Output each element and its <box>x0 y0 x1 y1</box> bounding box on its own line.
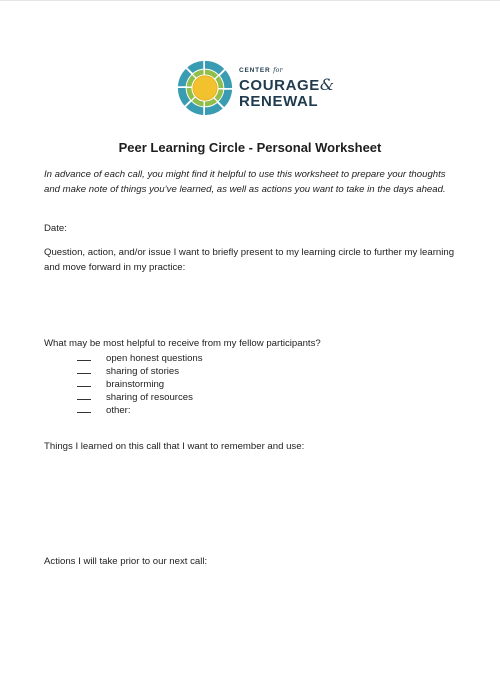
question-prompt: Question, action, and/or issue I want to briefly present to my learning circle to further my learning and move forward in my practice: <box>44 247 455 273</box>
option-blank-line[interactable] <box>77 351 91 361</box>
learned-prompt: Things I learned on this call that I want to remember and use: <box>44 441 305 452</box>
logo-line-courage <box>239 74 335 94</box>
helpful-prompt: What may be most helpful to receive from my fellow participants? <box>44 338 321 349</box>
center-for-courage-renewal-logo <box>176 59 335 117</box>
page-title: Peer Learning Circle - Personal Worksheet <box>118 140 382 155</box>
option-label: other: <box>106 405 131 416</box>
logo-for-word: for <box>273 66 283 75</box>
logo-renewal-word: RENEWAL <box>239 92 319 110</box>
option-item <box>77 351 203 365</box>
option-label: brainstorming <box>106 379 165 390</box>
option-blank-line[interactable] <box>77 403 91 413</box>
logo-center-word: CENTER <box>239 67 271 75</box>
logo-emblem-icon <box>176 59 234 117</box>
option-item <box>77 364 179 378</box>
option-blank-line[interactable] <box>77 377 91 387</box>
option-label: sharing of stories <box>106 366 180 377</box>
logo-courage-word: COURAGE <box>239 76 320 94</box>
logo-ampersand: & <box>319 74 335 94</box>
option-item <box>77 403 131 417</box>
option-blank-line[interactable] <box>77 390 91 400</box>
option-label: open honest questions <box>106 353 203 364</box>
option-item <box>77 377 164 391</box>
option-blank-line[interactable] <box>77 364 91 374</box>
logo-wordmark <box>239 67 335 109</box>
option-label: sharing of resources <box>106 392 193 403</box>
actions-prompt: Actions I will take prior to our next call: <box>44 556 208 567</box>
date-label: Date: <box>44 223 67 234</box>
option-item <box>77 390 193 404</box>
logo-line-center <box>239 67 335 75</box>
intro-paragraph: In advance of each call, you might find it helpful to use this worksheet to prepare your thoughts and make note of things you’ve learned, as well as actions you want to take in the days ahead. <box>44 169 446 195</box>
